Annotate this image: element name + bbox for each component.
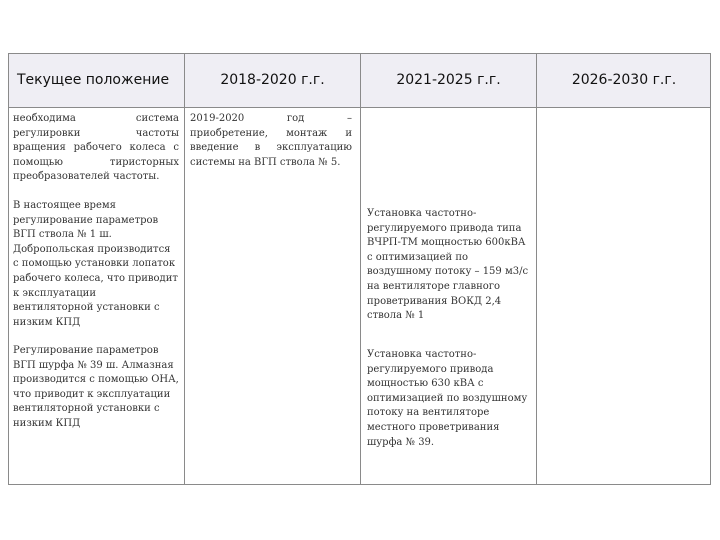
column-divider bbox=[184, 54, 185, 484]
row3-current-state: Регулирование параметров ВГП шурфа № 39 ш. Алмазная производится с помощью ОНА, что приводит к эксплуатации вентиляторной установки с низким КПД bbox=[13, 345, 179, 429]
column-divider bbox=[536, 54, 537, 484]
header-2021-2025: 2021-2025 г.г. bbox=[396, 72, 501, 88]
row2-2021-2025: Установка частотно-регулируемого привода типа ВЧРП-ТМ мощностью 600кВА с оптимизацией по воздушному потоку – 159 м3/с на вентиляторе главного проветривания ВОКД 2,4 ствола № 1 bbox=[367, 208, 529, 322]
row2-current-state: В настоящее время регулирование параметров ВГП ствола № 1 ш. Добропольская производится с помощью установки лопаток рабочего колеса, что приводит к эксплуатации вентиляторной установки с низким КПД bbox=[13, 200, 178, 328]
header-2026-2030: 2026-2030 г.г. bbox=[571, 72, 677, 88]
row1-current-state: необходима система регулировки частоты вращения рабочего колеса с помощью тиристорных преобразователей частоты. bbox=[13, 113, 179, 183]
column-divider bbox=[360, 54, 361, 484]
row1-2018-2020: 2019-2020 год – приобретение, монтаж и введение в эксплуатацию системы на ВГП ствола № 5. bbox=[190, 113, 352, 168]
plan-table bbox=[8, 53, 711, 485]
header-current-state: Текущее положение bbox=[17, 72, 170, 88]
row3-2021-2025: Установка частотно-регулируемого привода мощностью 630 кВА с оптимизацией по воздушному потоку на вентиляторе местного проветривания шурфа № 39. bbox=[367, 349, 528, 448]
header-2018-2020: 2018-2020 г.г. bbox=[220, 72, 325, 88]
